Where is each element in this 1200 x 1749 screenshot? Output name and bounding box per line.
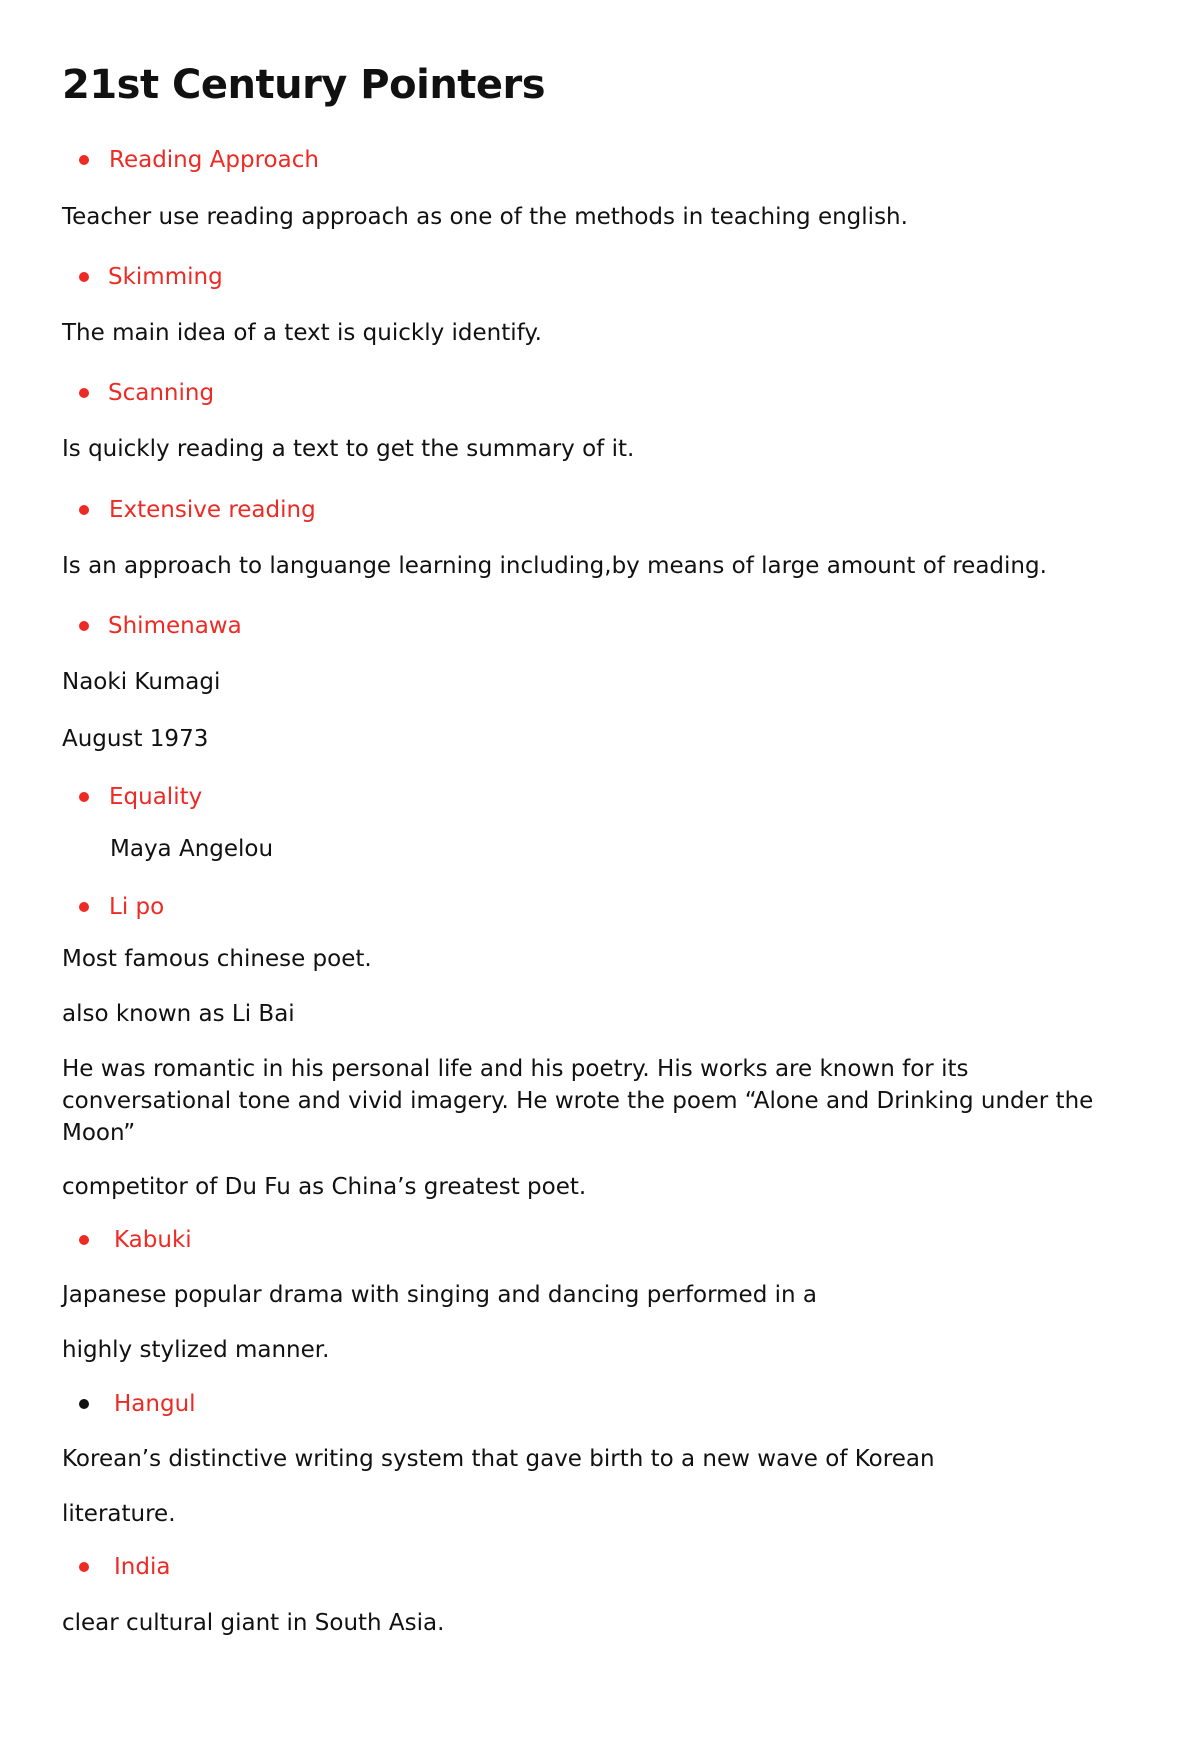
- section-heading-skimming: [79, 264, 223, 290]
- page-title: 21st Century Pointers: [62, 62, 546, 108]
- heading-label: Equality: [109, 784, 203, 810]
- section-heading-india: [79, 1554, 170, 1580]
- section-heading-kabuki: [79, 1227, 192, 1253]
- body-text: competitor of Du Fu as China’s greatest poet.: [62, 1174, 587, 1200]
- bullet-icon: [79, 1399, 89, 1409]
- heading-label: Shimenawa: [108, 613, 242, 639]
- heading-label: Li po: [109, 894, 165, 920]
- heading-label: Reading Approach: [109, 147, 319, 173]
- bullet-icon: [79, 272, 89, 282]
- section-heading-reading-approach: [79, 147, 319, 173]
- bullet-icon: [79, 621, 89, 631]
- bullet-icon: [79, 1562, 89, 1572]
- body-text: Maya Angelou: [110, 836, 274, 862]
- body-text: The main idea of a text is quickly identify.: [62, 320, 542, 346]
- body-text: Most famous chinese poet.: [62, 946, 372, 972]
- bullet-icon: [79, 902, 89, 912]
- section-heading-extensive-reading: [79, 497, 316, 523]
- section-heading-equality: [79, 784, 202, 810]
- bullet-icon: [79, 155, 89, 165]
- body-text: highly stylized manner.: [62, 1337, 330, 1363]
- section-heading-li-po: [79, 894, 164, 920]
- bullet-icon: [79, 388, 89, 398]
- body-text: Is an approach to languange learning including,by means of large amount of reading.: [62, 553, 1047, 579]
- body-text: August 1973: [62, 726, 209, 752]
- heading-label: Extensive reading: [109, 497, 316, 523]
- bullet-icon: [79, 1235, 89, 1245]
- section-heading-shimenawa: [79, 613, 242, 639]
- heading-label: Hangul: [114, 1391, 196, 1417]
- body-text: Teacher use reading approach as one of the methods in teaching english.: [62, 204, 908, 230]
- body-text: Naoki Kumagi: [62, 669, 221, 695]
- section-heading-scanning: [79, 380, 214, 406]
- heading-label: Scanning: [108, 380, 215, 406]
- bullet-icon: [79, 792, 89, 802]
- body-text: literature.: [62, 1501, 176, 1527]
- bullet-icon: [79, 505, 89, 515]
- body-text: Japanese popular drama with singing and dancing performed in a: [62, 1282, 817, 1308]
- heading-label: Kabuki: [114, 1227, 192, 1253]
- body-text: clear cultural giant in South Asia.: [62, 1610, 445, 1636]
- body-text: also known as Li Bai: [62, 1001, 295, 1027]
- heading-label: India: [114, 1554, 171, 1580]
- section-heading-hangul: [79, 1391, 196, 1417]
- body-text: Is quickly reading a text to get the summary of it.: [62, 436, 635, 462]
- body-paragraph: He was romantic in his personal life and his poetry. His works are known for its conversational tone and vivid imagery. He wrote the poem “Alone and Drinking under the Moon”: [62, 1056, 1094, 1146]
- body-text: Korean’s distinctive writing system that gave birth to a new wave of Korean: [62, 1446, 935, 1472]
- heading-label: Skimming: [108, 264, 223, 290]
